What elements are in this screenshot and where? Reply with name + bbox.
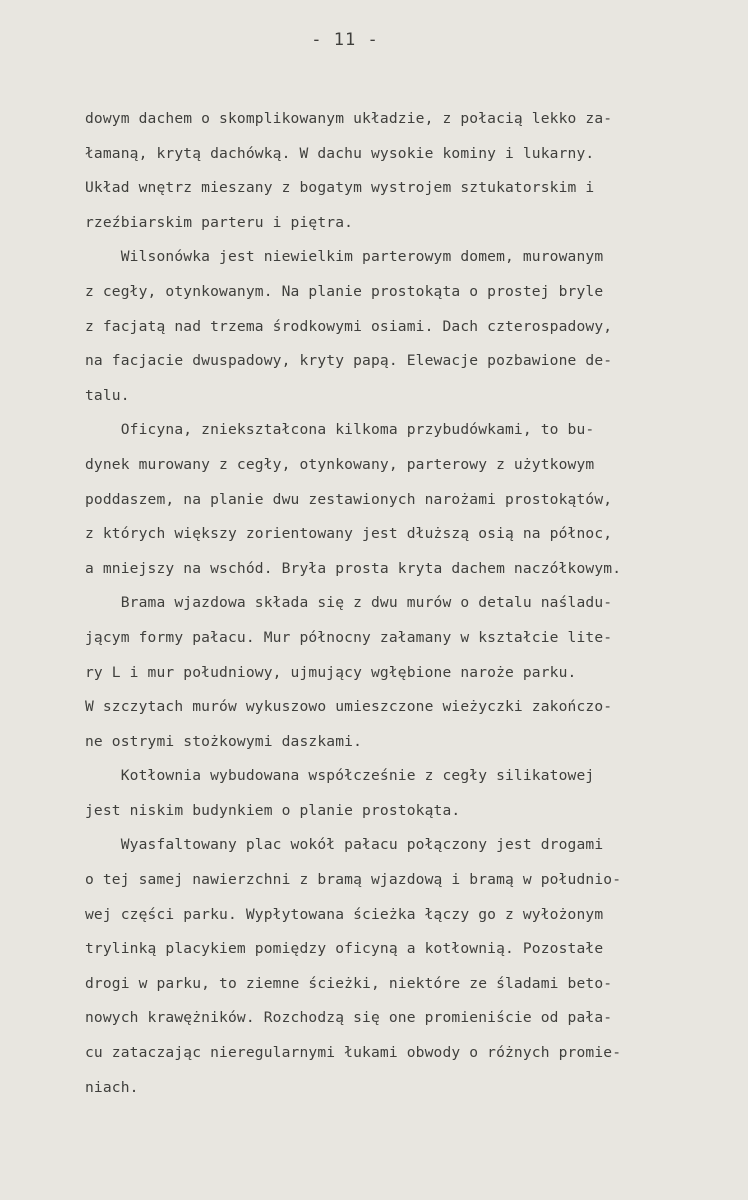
body-text [85, 102, 715, 1105]
text-line: dowym dachem o skomplikowanym układzie, z połacią lekko za- [85, 110, 613, 127]
text-line: łamaną, krytą dachówką. W dachu wysokie kominy i lukarny. [85, 144, 595, 162]
text-line: nowych krawężników. Rozchodzą się one promieniście od pała- [85, 1009, 613, 1027]
text-line: Kotłownia wybudowana współcześnie z cegły silikatowej [85, 767, 595, 785]
text-line: o tej samej nawierzchni z bramą wjazdową i bramą w południo- [85, 871, 622, 889]
text-line: cu zataczając nieregularnymi łukami obwody o różnych promie- [85, 1044, 622, 1062]
text-line: a mniejszy na wschód. Bryła prosta kryta dachem naczółkowym. [85, 559, 622, 577]
text-line: z których większy zorientowany jest dłuższą osią na północ, [85, 525, 613, 543]
text-line: Oficyna, zniekształcona kilkoma przybudówkami, to bu- [85, 421, 595, 439]
text-line: talu. [85, 386, 130, 404]
text-line: na facjacie dwuspadowy, kryty papą. Elewacje pozbawione de- [85, 352, 613, 370]
text-line: poddaszem, na planie dwu zestawionych narożami prostokątów, [85, 490, 613, 508]
page-number: - 11 - [311, 30, 379, 50]
text-line: niach. [85, 1078, 139, 1096]
text-line: z cegły, otynkowanym. Na planie prostokąta o prostej bryle [85, 282, 604, 300]
text-line: Wyasfaltowany plac wokół pałacu połączony jest drogami [85, 836, 604, 854]
text-line: W szczytach murów wykuszowo umieszczone wieżyczki zakończo- [85, 698, 613, 716]
text-line: z facjatą nad trzema środkowymi osiami. Dach czterospadowy, [85, 317, 613, 335]
text-line: jącym formy pałacu. Mur północny załamany w kształcie lite- [85, 628, 613, 646]
text-line: ne ostrymi stożkowymi daszkami. [85, 732, 363, 750]
text-line: ry L i mur południowy, ujmujący wgłębione naroże parku. [85, 663, 577, 681]
text-line: trylinką placykiem pomiędzy oficyną a kotłownią. Pozostałe [85, 940, 604, 958]
text-line: rzeźbiarskim parteru i piętra. [85, 213, 354, 231]
text-line: wej części parku. Wypłytowana ścieżka łączy go z wyłożonym [85, 905, 604, 923]
text-line: Wilsonówka jest niewielkim parterowym domem, murowanym [85, 248, 604, 266]
text-line: dynek murowany z cegły, otynkowany, parterowy z użytkowym [85, 455, 595, 473]
text-line: drogi w parku, to ziemne ścieżki, niektóre ze śladami beto- [85, 974, 613, 992]
text-line: Brama wjazdowa składa się z dwu murów o detalu naśladu- [85, 594, 613, 612]
text-line: Układ wnętrz mieszany z bogatym wystrojem sztukatorskim i [85, 179, 595, 197]
text-line: jest niskim budynkiem o planie prostokąta. [85, 801, 461, 819]
